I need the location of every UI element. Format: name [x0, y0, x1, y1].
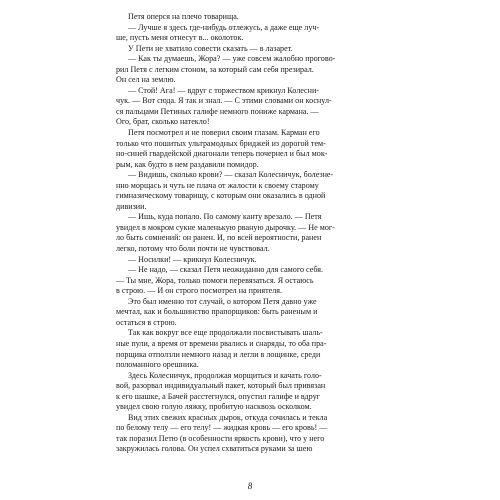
paragraph: Здесь Колесничук, продолжая морщиться и качать голо- вой, разорвал индивидуальный пакет, который был привязан к его шашке, а Бачей расстегнулся, опустил галифе и вдруг увидел свою голую ляжку, пробитую насквозь осколком. — [116, 370, 326, 412]
paragraph: — Стой! Ага! — вдруг с торжеством крикнул Колесни- чук. — Вот сюда. Я так и знал. — С этими словами он коснул- ся пальцами Петиных галифе немного пониже кармана. — Ого, брат, сколько натекло! — [116, 85, 332, 127]
paragraph: — Лучше я здесь где-нибудь отлежусь, а даже еще луч- ше, пусть меня отнесут в... околоток. — [116, 22, 320, 43]
paragraph: Петя посмотрел и не поверил своим глазам. Карман его только что пошитых ультрамодных бриджей из дорогой тем- но-синей гвардейской диагонали теперь почернел и был мок- рым, как будто в нем раздавили помидор. — [116, 128, 328, 169]
paragraph: — Видишь, сколько крови? — сказал Колесничук, болезне- нно морщась и чуть не плача от жалости к своему старому гимназическому товарищу, с которым они оказались в одной дивизии. — [116, 170, 334, 211]
paragraph: — Носилки! — крикнул Колесничук. — [128, 254, 257, 264]
paragraph: Так как вокруг все еще продолжали посвистывать шаль- ные пули, а время от времени рвались и снаряды, то оба пра- порщика отползли немного назад и легли в лощинке, среди поломанного орешника. — [116, 328, 327, 370]
paragraph: Вид этих свежих красных дырок, откуда сочилась и текла по белому телу — его телу! — жидкая кровь — его кровь! — так поразил Петю (в особенности яркость крови), что у него закружилась голова. Он успел схватиться руками за шею — [116, 412, 328, 454]
paragraph: — Как ты думаешь, Жора? — уже совсем жалобно прогово- рил Петя с легким стоном, за который сам себя презирал. Он сел на землю. — [116, 54, 336, 85]
paragraph: — Не надо, — сказал Петя неожиданно для самого себя. — Ты мне, Жора, только помоги перевязаться. Я остаюсь в строю. — И он строго посмотрел на приятеля. — [116, 265, 323, 296]
page-number: 8 — [247, 481, 253, 491]
paragraph: Это был именно тот случай, о котором Петя давно уже мечтал, как и большинство прапорщиков: быть раненым и остаться в строю. — [116, 296, 318, 327]
paragraph: Петя оперся на плечо товарища. — [128, 12, 239, 21]
paragraph: У Пети не хватило совести сказать — в лазарет. — [128, 43, 293, 53]
paragraph: — Ишь, куда попало. По самому канту врезало. — Петя увидел в мокром сукне маленькую рваную дырочку. — Не мог- ло быть сомнений: он ранен. И, по всей вероятности, ранен легко, потому что боли почти не чувствовал. — [116, 212, 335, 254]
text-column — [116, 12, 384, 455]
